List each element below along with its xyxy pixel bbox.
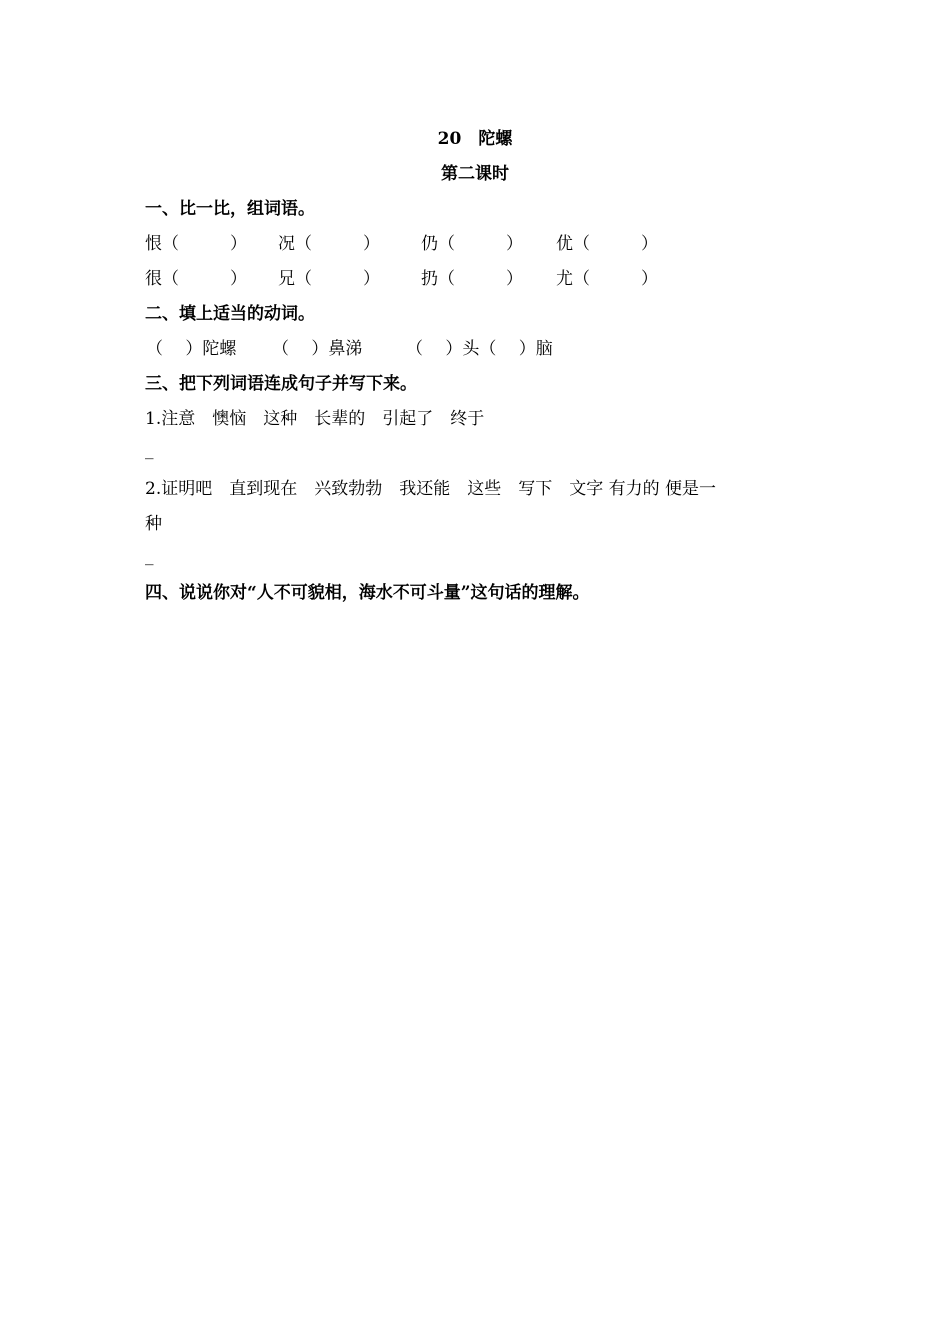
word-group-item: 况（ ） xyxy=(278,234,380,254)
word-group-item: 尤（ ） xyxy=(556,269,658,289)
verb-fill-item: （ ）鼻涕 xyxy=(272,339,363,359)
section2-heading: 二、填上适当的动词。 xyxy=(145,304,315,324)
word-group-item: 仍（ ） xyxy=(421,234,523,254)
word-group-item: 很（ ） xyxy=(145,269,247,289)
answer-blank-1: _ xyxy=(145,440,154,460)
answer-blank-2: _ xyxy=(145,546,154,566)
word-group-item: 恨（ ） xyxy=(145,234,247,254)
section4-heading: 四、说说你对“人不可貌相，海水不可斗量”这句话的理解。 xyxy=(145,583,590,603)
sentence-question-2-continued: 种 xyxy=(145,514,162,534)
verb-fill-item: （ ）头（ ）脑 xyxy=(406,339,553,359)
word-group-item: 扔（ ） xyxy=(421,269,523,289)
section1-heading: 一、比一比，组词语。 xyxy=(145,199,315,219)
sentence-question-1: 1.注意 懊恼 这种 长辈的 引起了 终于 xyxy=(145,409,485,429)
sentence-question-2: 2.证明吧 直到现在 兴致勃勃 我还能 这些 写下 文字 有力的 便是一 xyxy=(145,479,717,499)
section3-heading: 三、把下列词语连成句子并写下来。 xyxy=(145,374,417,394)
word-group-item: 兄（ ） xyxy=(278,269,380,289)
word-group-item: 优（ ） xyxy=(556,234,658,254)
lesson-subtitle: 第二课时 xyxy=(441,164,509,184)
verb-fill-item: （ ）陀螺 xyxy=(146,339,237,359)
lesson-title: 20 陀螺 xyxy=(437,129,513,149)
